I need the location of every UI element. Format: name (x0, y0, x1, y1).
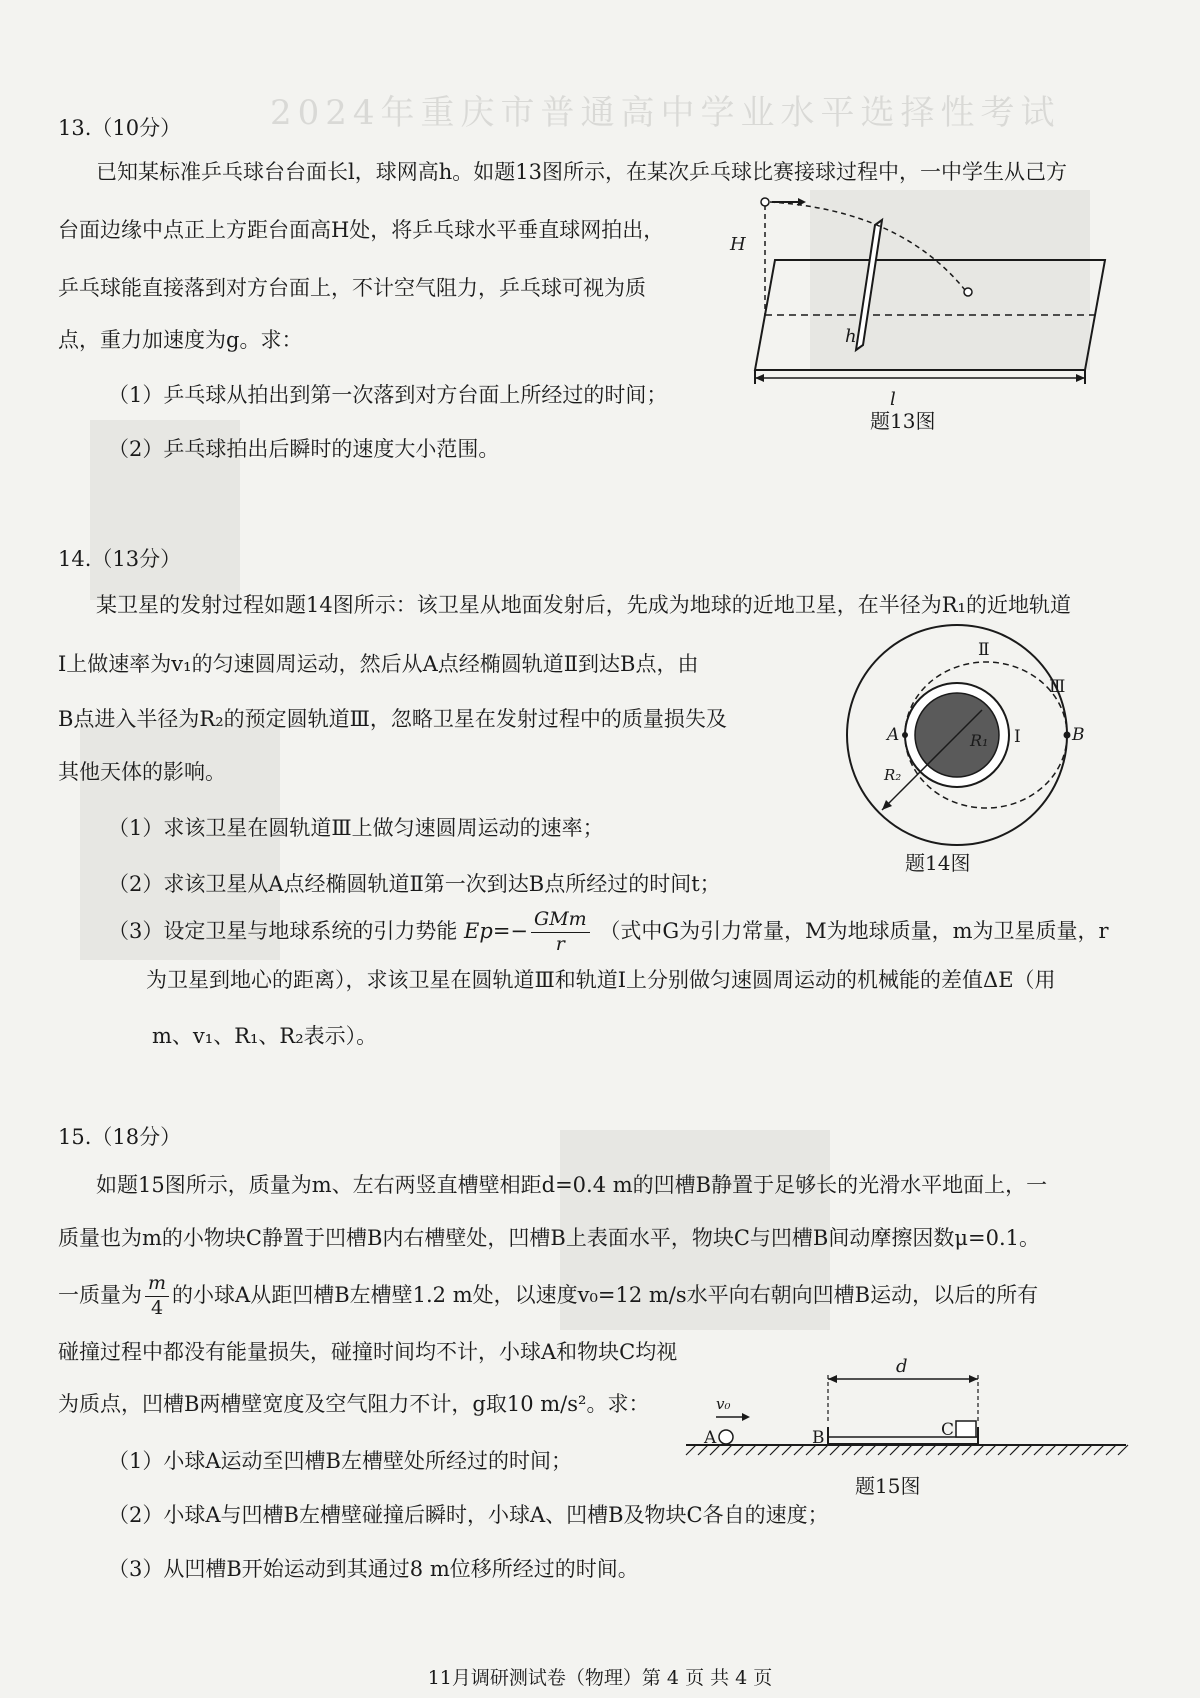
q13-line-4: 点，重力加速度为g。求： (58, 328, 303, 352)
label-h: h (845, 326, 857, 347)
ball-start (761, 198, 769, 206)
watermark: 2024年重庆市普通高中学业水平选择性考试 (270, 93, 1061, 133)
q14-line-2: Ⅰ上做速率为v₁的匀速圆周运动，然后从A点经椭圆轨道Ⅱ到达B点，由 (58, 652, 699, 676)
label-H: H (730, 234, 746, 255)
label-l: l (890, 389, 896, 410)
q14-line-1: 某卫星的发射过程如题14图所示：该卫星从地面发射后，先成为地球的近地卫星，在半径为R₁的近地轨道 (96, 593, 1071, 617)
fig15-groove-diagram (686, 1357, 1136, 1467)
q15-line-5: 为质点，凹槽B两槽壁宽度及空气阻力不计，g取10 m/s²。求： (58, 1392, 650, 1416)
q14-sub-3 (108, 908, 1109, 957)
label-d: d (896, 1356, 908, 1377)
q15-sub-3: （3）从凹槽B开始运动到其通过8 m位移所经过的时间。 (108, 1557, 639, 1581)
q14-sub-2: （2）求该卫星从A点经椭圆轨道Ⅱ第一次到达B点所经过的时间t； (108, 872, 721, 896)
fig13-caption: 题13图 (870, 409, 936, 433)
label-R1: R₁ (970, 731, 989, 750)
q15-line-3-tail: 的小球A从距凹槽B左槽壁1.2 m处，以速度v₀=12 m/s水平向右朝向凹槽B运动，以后的所有 (172, 1282, 1039, 1307)
q13-line-3: 乒乓球能直接落到对方台面上，不计空气阻力，乒乓球可视为质 (58, 276, 646, 300)
q15-line-3 (58, 1272, 1038, 1321)
potential-energy-fraction: $\frac{\text{GMm}}{r}$ (531, 908, 590, 957)
q14-line-4: 其他天体的影响。 (58, 760, 226, 784)
point-B (1064, 732, 1071, 739)
ball-A (719, 1430, 733, 1444)
q15-line-1: 如题15图所示，质量为m、左右两竖直槽壁相距d=0.4 m的凹槽B静置于足够长的光滑水平地面上，一 (96, 1173, 1048, 1197)
q15-line-2: 质量也为m的小物块C静置于凹槽B内右槽壁处，凹槽B上表面水平，物块C与凹槽B间动摩擦因数μ=0.1。 (58, 1226, 1040, 1250)
label-C: C (941, 1420, 955, 1440)
q13-line-2: 台面边缘中点正上方距台面高H处，将乒乓球水平垂直球网拍出， (58, 218, 665, 242)
q13-sub-2: （2）乒乓球拍出后瞬时的速度大小范围。 (108, 437, 500, 461)
fig14-orbit-diagram (842, 620, 1085, 860)
label-v0: v₀ (716, 1395, 731, 1413)
q13-sub-1: （1）乒乓球从拍出到第一次落到对方台面上所经过的时间； (108, 383, 668, 407)
label-II: Ⅱ (978, 640, 990, 660)
q15-line-3-lead: 一质量为 (58, 1282, 142, 1307)
q14-header: 14.（13分） (58, 547, 182, 571)
q14-sub-3-lead: （3）设定卫星与地球系统的引力势能 (108, 918, 458, 943)
label-A: A (887, 725, 900, 745)
label-A: A (704, 1428, 717, 1448)
label-I: Ⅰ (1014, 727, 1021, 747)
q13-line-1: 已知某标准乒乓球台台面长l，球网高h。如题13图所示，在某次乒乓球比赛接球过程中，一中学生从己方 (96, 160, 1067, 184)
fig14-caption: 题14图 (905, 851, 971, 875)
q14-sub-1: （1）求该卫星在圆轨道Ⅲ上做匀速圆周运动的速率； (108, 816, 604, 840)
label-B: B (1072, 725, 1085, 745)
potential-energy-lhs: Ep=− (464, 918, 529, 943)
fig15-caption: 题15图 (855, 1474, 921, 1498)
point-A (902, 732, 908, 738)
label-B: B (812, 1428, 825, 1448)
q14-line-9: m、v₁、R₁、R₂表示）。 (152, 1024, 378, 1048)
fig13-table-tennis-diagram (730, 200, 1110, 410)
label-R2: R₂ (884, 766, 902, 784)
q15-line-4: 碰撞过程中都没有能量损失，碰撞时间均不计，小球A和物块C均视 (58, 1340, 678, 1364)
q14-sub-3-tail: （式中G为引力常量，M为地球质量，m为卫星质量，r (599, 918, 1109, 943)
block-C (956, 1421, 976, 1437)
q14-line-3: B点进入半径为R₂的预定圆轨道Ⅲ，忽略卫星在发射过程中的质量损失及 (58, 707, 727, 731)
q14-line-8: 为卫星到地心的距离），求该卫星在圆轨道Ⅲ和轨道Ⅰ上分别做匀速圆周运动的机械能的差值ΔE（用 (146, 968, 1056, 992)
mass-fraction: $\frac{m}{4}$ (145, 1272, 169, 1321)
ball-landing (964, 288, 972, 296)
q15-sub-2: （2）小球A与凹槽B左槽壁碰撞后瞬时，小球A、凹槽B及物块C各自的速度； (108, 1503, 829, 1527)
page-footer: 11月调研测试卷（物理）第 4 页 共 4 页 (427, 1667, 773, 1689)
q15-sub-1: （1）小球A运动至凹槽B左槽壁处所经过的时间； (108, 1449, 572, 1473)
q13-header: 13.（10分） (58, 116, 182, 140)
label-III: Ⅲ (1049, 677, 1066, 697)
q15-header: 15.（18分） (58, 1125, 182, 1149)
net (856, 220, 882, 350)
